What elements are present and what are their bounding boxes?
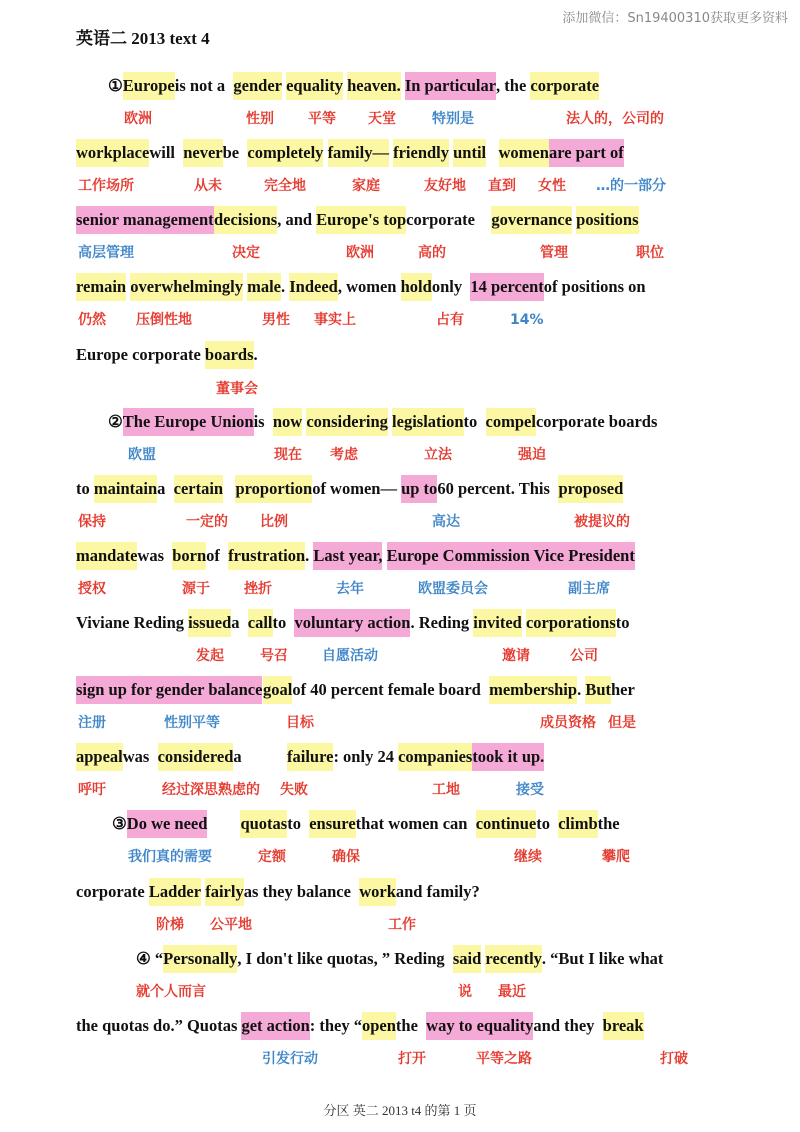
text-run: is not a <box>174 76 226 95</box>
translation-note: 现在 <box>274 447 302 463</box>
highlight-yellow: open <box>362 1012 396 1040</box>
annotation-line <box>0 645 800 667</box>
highlight-yellow: membership <box>489 676 577 704</box>
translation-note: 去年 <box>336 581 364 597</box>
highlight-yellow: compel <box>486 408 536 436</box>
translation-note: 管理 <box>540 245 568 261</box>
highlight-yellow: hold <box>401 273 432 301</box>
highlight-yellow: climb <box>558 810 597 838</box>
highlight-yellow: male <box>247 273 281 301</box>
translation-note: 欧洲 <box>346 245 374 261</box>
text-run: . <box>305 546 310 565</box>
text-line <box>0 273 800 301</box>
translation-note: 引发行动 <box>262 1051 318 1067</box>
translation-note: 一定的 <box>186 514 228 530</box>
translation-note: 定额 <box>258 849 286 865</box>
highlight-yellow: workplace <box>76 139 149 167</box>
translation-note: 董事会 <box>216 381 258 397</box>
text-run: a <box>231 613 240 632</box>
text-run: . <box>577 680 582 699</box>
translation-note: 最近 <box>498 984 526 1000</box>
translation-note: 呼吁 <box>78 782 106 798</box>
text-run: to <box>76 479 90 498</box>
translation-note: 男性 <box>262 312 290 328</box>
translation-note: 继续 <box>514 849 542 865</box>
highlight-yellow: corporate <box>530 72 599 100</box>
highlight-yellow: corporations <box>526 609 616 637</box>
highlight-yellow: boards <box>205 341 254 369</box>
highlight-yellow: completely <box>247 139 323 167</box>
highlight-yellow: Europe's top <box>316 206 406 234</box>
text-run: a <box>233 747 242 766</box>
highlight-yellow: continue <box>476 810 537 838</box>
translation-note: 高的 <box>418 245 446 261</box>
highlight-pink: took it up. <box>472 743 544 771</box>
highlight-pink: voluntary action <box>294 609 410 637</box>
highlight-yellow: companies <box>398 743 472 771</box>
highlight-pink: senior management <box>76 206 214 234</box>
highlight-yellow: recently <box>485 945 542 973</box>
highlight-pink: are part of <box>549 139 624 167</box>
translation-note: 天堂 <box>368 111 396 127</box>
text-run: the <box>597 814 620 833</box>
translation-note: 源于 <box>182 581 210 597</box>
translation-note: 自愿活动 <box>322 648 378 664</box>
highlight-yellow: call <box>248 609 273 637</box>
highlight-yellow: appeal <box>76 743 123 771</box>
highlight-yellow: heaven. <box>347 72 401 100</box>
text-run: a <box>157 479 166 498</box>
highlight-yellow: goal <box>263 676 292 704</box>
translation-note: 完全地 <box>264 178 306 194</box>
annotation-line <box>0 712 800 734</box>
annotation-line <box>0 779 800 801</box>
highlight-yellow: considered <box>158 743 234 771</box>
translation-note: 工作场所 <box>78 178 134 194</box>
text-line <box>0 1012 800 1040</box>
translation-note: 欧盟委员会 <box>418 581 488 597</box>
highlight-yellow: issued <box>188 609 231 637</box>
text-run: Viviane Reding <box>76 613 185 632</box>
translation-note: 注册 <box>78 715 106 731</box>
highlight-yellow: certain <box>174 475 223 503</box>
highlight-pink: Last year, <box>313 542 382 570</box>
translation-note: 职位 <box>636 245 664 261</box>
text-line <box>0 945 800 973</box>
text-line <box>0 810 800 838</box>
text-run: only <box>431 277 463 296</box>
translation-note: 邀请 <box>502 648 530 664</box>
text-run: , and <box>277 210 313 229</box>
translation-note: 成员资格 <box>540 715 596 731</box>
translation-note: 欧洲 <box>124 111 152 127</box>
text-run: is <box>253 412 265 431</box>
highlight-pink: Do we need <box>127 810 208 838</box>
highlight-yellow: governance <box>491 206 572 234</box>
text-run: as they balance <box>243 882 351 901</box>
translation-note: 欧盟 <box>128 447 156 463</box>
translation-note: …的一部分 <box>596 178 666 194</box>
translation-note: 仍然 <box>78 312 106 328</box>
highlight-pink: sign up for gender balance <box>76 676 262 704</box>
document-title: 英语二 2013 text 4 <box>76 29 210 48</box>
text-line <box>0 542 800 570</box>
highlight-yellow: ensure <box>309 810 355 838</box>
text-run: her <box>611 680 635 699</box>
highlight-yellow: women <box>499 139 549 167</box>
translation-note: 决定 <box>232 245 260 261</box>
translation-note: 占有 <box>436 312 464 328</box>
text-run: to <box>615 613 630 632</box>
text-run: to <box>272 613 287 632</box>
translation-note: 强迫 <box>518 447 546 463</box>
text-run: the <box>395 1016 418 1035</box>
text-line <box>0 206 800 234</box>
text-run: . <box>280 277 286 296</box>
highlight-yellow: Indeed <box>289 273 338 301</box>
text-run: . Reding <box>410 613 470 632</box>
text-line <box>0 743 800 771</box>
translation-note: 法人的，公司的 <box>566 111 664 127</box>
highlight-pink: up to <box>401 475 437 503</box>
text-run: Europe corporate <box>76 345 201 364</box>
highlight-yellow: invited <box>473 609 522 637</box>
text-run: ④ “ <box>136 949 164 968</box>
highlight-yellow: now <box>273 408 302 436</box>
highlight-yellow: considering <box>306 408 388 436</box>
highlight-yellow: friendly <box>393 139 449 167</box>
translation-note: 性别平等 <box>164 715 220 731</box>
text-run: that women can <box>355 814 468 833</box>
translation-note: 从未 <box>194 178 222 194</box>
translation-note: 公平地 <box>210 917 252 933</box>
translation-note: 副主席 <box>568 581 610 597</box>
annotation-line <box>0 511 800 533</box>
translation-note: 保持 <box>78 514 106 530</box>
page-footer: 分区 英二 2013 t4 的第 1 页 <box>323 1103 477 1118</box>
translation-note: 目标 <box>286 715 314 731</box>
text-run: was <box>137 546 164 565</box>
text-run: and they <box>533 1016 595 1035</box>
text-run: be <box>222 143 240 162</box>
text-run: corporate <box>406 210 475 229</box>
highlight-yellow: born <box>172 542 206 570</box>
text-run: corporate <box>76 882 145 901</box>
text-line <box>0 609 800 637</box>
translation-note: 14% <box>510 312 544 328</box>
translation-note: 阶梯 <box>156 917 184 933</box>
highlight-yellow: positions <box>576 206 638 234</box>
watermark: 添加微信：Sn19400310获取更多资料 <box>562 11 788 26</box>
translation-note: 平等之路 <box>476 1051 532 1067</box>
translation-note: 接受 <box>516 782 544 798</box>
text-line <box>0 475 800 503</box>
translation-note: 平等 <box>308 111 336 127</box>
highlight-pink: 14 percent <box>470 273 543 301</box>
annotation-line <box>0 846 800 868</box>
translation-note: 就个人而言 <box>136 984 206 1000</box>
translation-note: 确保 <box>332 849 360 865</box>
annotation-line <box>0 578 800 600</box>
text-run: . “But I like what <box>541 949 664 968</box>
highlight-pink: The Europe Union <box>123 408 254 436</box>
annotation-line <box>0 981 800 1003</box>
text-run: was <box>122 747 150 766</box>
highlight-pink: In particular <box>405 72 496 100</box>
annotation-line <box>0 914 800 936</box>
text-run: of 40 percent female board <box>292 680 481 699</box>
translation-note: 直到 <box>488 178 516 194</box>
annotation-line <box>0 242 800 264</box>
annotation-line <box>0 309 800 331</box>
highlight-yellow: frustration <box>228 542 305 570</box>
text-line <box>0 72 800 100</box>
highlight-pink: get action <box>241 1012 309 1040</box>
text-run: : only 24 <box>333 747 394 766</box>
text-run: , women <box>337 277 397 296</box>
highlight-yellow: failure <box>287 743 333 771</box>
highlight-pink: way to equality <box>426 1012 533 1040</box>
highlight-yellow: work <box>359 878 396 906</box>
text-run: to <box>287 814 301 833</box>
translation-note: 经过深思熟虑的 <box>162 782 260 798</box>
highlight-yellow: But <box>585 676 611 704</box>
translation-note: 发起 <box>196 648 224 664</box>
text-run: : they “ <box>309 1016 362 1035</box>
text-run: 60 percent. This <box>437 479 550 498</box>
text-line <box>0 408 800 436</box>
highlight-yellow: overwhelmingly <box>130 273 243 301</box>
translation-note: 事实上 <box>314 312 356 328</box>
translation-note: 女性 <box>538 178 566 194</box>
text-run: , the <box>496 76 527 95</box>
annotation-line <box>0 1048 800 1070</box>
translation-note: 工作 <box>388 917 416 933</box>
text-line <box>0 878 800 906</box>
text-run: the quotas do.” Quotas <box>76 1016 238 1035</box>
highlight-yellow: Ladder <box>149 878 201 906</box>
translation-note: 说 <box>458 984 472 1000</box>
highlight-yellow: equality <box>286 72 343 100</box>
highlight-yellow: remain <box>76 273 126 301</box>
text-run: of women— <box>312 479 397 498</box>
translation-note: 公司 <box>570 648 598 664</box>
translation-note: 授权 <box>78 581 106 597</box>
text-run: corporate boards <box>535 412 658 431</box>
highlight-yellow: until <box>453 139 486 167</box>
highlight-yellow: legislation <box>392 408 464 436</box>
translation-note: 立法 <box>424 447 452 463</box>
translation-note: 友好地 <box>424 178 466 194</box>
text-run: will <box>149 143 175 162</box>
annotation-line <box>0 175 800 197</box>
highlight-yellow: quotas <box>240 810 287 838</box>
highlight-yellow: Personally <box>163 945 237 973</box>
annotation-line <box>0 378 800 400</box>
highlight-yellow: mandate <box>76 542 137 570</box>
translation-note: 压倒性地 <box>136 312 192 328</box>
translation-note: 被提议的 <box>574 514 630 530</box>
highlight-yellow: fairly <box>205 878 244 906</box>
annotation-line <box>0 108 800 130</box>
highlight-yellow: Europe <box>123 72 175 100</box>
highlight-yellow: decisions <box>214 206 277 234</box>
highlight-yellow: proposed <box>558 475 623 503</box>
translation-note: 号召 <box>260 648 288 664</box>
highlight-yellow: maintain <box>94 475 157 503</box>
highlight-yellow: proportion <box>235 475 312 503</box>
translation-note: 家庭 <box>352 178 380 194</box>
text-line <box>0 139 800 167</box>
translation-note: 工地 <box>432 782 460 798</box>
text-run: of positions on <box>543 277 646 296</box>
translation-note: 比例 <box>260 514 288 530</box>
translation-note: 失败 <box>280 782 308 798</box>
text-run: ② <box>108 412 123 431</box>
text-line <box>0 341 800 369</box>
translation-note: 打开 <box>398 1051 426 1067</box>
translation-note: 但是 <box>608 715 636 731</box>
text-run: to <box>536 814 550 833</box>
text-run: ① <box>108 76 123 95</box>
text-run: and family? <box>395 882 480 901</box>
highlight-yellow: family— <box>328 139 389 167</box>
translation-note: 高达 <box>432 514 460 530</box>
text-line <box>0 676 800 704</box>
text-run: , I don't like quotas, ” Reding <box>237 949 445 968</box>
highlight-yellow: gender <box>233 72 282 100</box>
highlight-yellow: break <box>603 1012 644 1040</box>
translation-note: 打破 <box>660 1051 688 1067</box>
text-run: ③ <box>112 814 127 833</box>
text-run: to <box>463 412 478 431</box>
translation-note: 考虑 <box>330 447 358 463</box>
highlight-yellow: never <box>183 139 222 167</box>
annotation-line <box>0 444 800 466</box>
translation-note: 攀爬 <box>602 849 630 865</box>
highlight-pink: Europe Commission Vice President <box>387 542 635 570</box>
text-run: of <box>206 546 220 565</box>
highlight-yellow: said <box>453 945 481 973</box>
translation-note: 特别是 <box>432 111 474 127</box>
translation-note: 高层管理 <box>78 245 134 261</box>
translation-note: 我们真的需要 <box>128 849 212 865</box>
translation-note: 性别 <box>246 111 274 127</box>
text-run: . <box>253 345 258 364</box>
translation-note: 挫折 <box>244 581 272 597</box>
